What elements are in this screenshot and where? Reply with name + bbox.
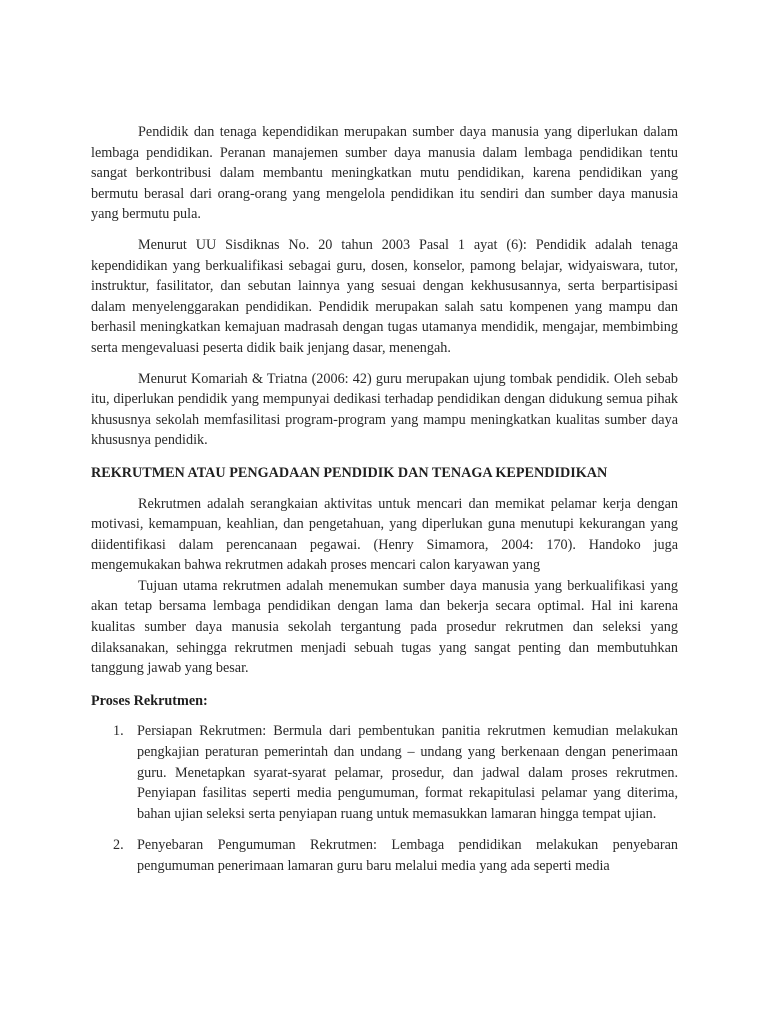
list-item-number: 2. bbox=[113, 837, 124, 854]
intro-paragraph-1: Pendidik dan tenaga kependidikan merupakan sumber daya manusia yang diperlukan dalam lembaga pendidikan. Peranan manajemen sumber daya manusia dalam lembaga pendidikan tentu sangat berkontribusi dalam membantu meningkatkan mutu pendidikan, karena pendidikan yang bermutu berasal dari orang-orang yang mengelola pendidikan itu sendiri dan sumber daya manusia yang bermutu pula. bbox=[91, 124, 678, 223]
list-item-number: 1. bbox=[113, 723, 124, 740]
intro-paragraph-3: Menurut Komariah & Triatna (2006: 42) guru merupakan ujung tombak pendidik. Oleh sebab itu, diperlukan pendidik yang mempunyai dedikasi terhadap pendidikan dengan didukung semua pihak khususnya sekolah memfasilitasi program-program yang mampu meningkatkan kualitas sumber daya khususnya pendidik. bbox=[91, 370, 678, 449]
section-heading-rekrutmen: REKRUTMEN ATAU PENGADAAN PENDIDIK DAN TENAGA KEPENDIDIKAN bbox=[91, 464, 608, 481]
list-item-text: Persiapan Rekrutmen: Bermula dari pembentukan panitia rekrutmen kemudian melakukan pengkajian peraturan pemerintah dan undang – undang yang berkenaan dengan penerimaan guru. Menetapkan syarat-syarat pelamar, prosedur, dan jadwal dalam proses rekrutmen. Penyiapan fasilitas seperti media pengumuman, format rekapitulasi pelamar yang diterima, bahan ujian seleksi serta penyiapan ruang untuk memasukkan lamaran hingga tempat ujian. bbox=[137, 723, 678, 822]
list-item bbox=[91, 835, 678, 876]
list-item bbox=[91, 721, 678, 824]
list-item-text: Penyebaran Pengumuman Rekrutmen: Lembaga pendidikan melakukan penyebaran pengumuman penerimaan lamaran guru baru melalui media yang ada seperti media bbox=[137, 837, 678, 874]
rekrutmen-paragraph-2: Tujuan utama rekrutmen adalah menemukan sumber daya manusia yang berkualifikasi yang akan tetap bersama lembaga pendidikan dengan lama dan bekerja secara optimal. Hal ini karena kualitas sumber daya manusia sekolah tergantung pada prosedur rekrutmen dan seleksi yang dilaksanakan, sehingga rekrutmen menjadi sebuah tugas yang sangat penting dan membutuhkan tanggung jawab yang besar. bbox=[91, 577, 678, 677]
proses-list bbox=[91, 721, 678, 876]
document-page bbox=[91, 122, 678, 888]
section-heading-proses: Proses Rekrutmen: bbox=[91, 692, 208, 709]
rekrutmen-paragraph-1: Rekrutmen adalah serangkaian aktivitas untuk mencari dan memikat pelamar kerja dengan motivasi, kemampuan, keahlian, dan pengetahuan, yang diperlukan guna menutupi kekurangan yang diidentifikasi dalam perencanaan pegawai. (Henry Simamora, 2004: 170). Handoko juga mengemukakan bahwa rekrutmen adakah proses mencari calon karyawan yang bbox=[91, 495, 678, 574]
intro-paragraph-2: Menurut UU Sisdiknas No. 20 tahun 2003 Pasal 1 ayat (6): Pendidik adalah tenaga kependidikan yang berkualifikasi sebagai guru, dosen, konselor, pamong belajar, widyaiswara, tutor, instruktur, fasilitator, dan sebutan lainnya yang sesuai dengan kekhususannya, serta berpartisipasi dalam menyelenggarakan pendidikan. Pendidik merupakan salah satu kompenen yang mampu dan berhasil meningkatkan kemajuan madrasah dengan tugas utamanya mendidik, mengajar, membimbing serta mengevaluasi peserta didik baik jenjang dasar, menengah. bbox=[91, 236, 678, 356]
